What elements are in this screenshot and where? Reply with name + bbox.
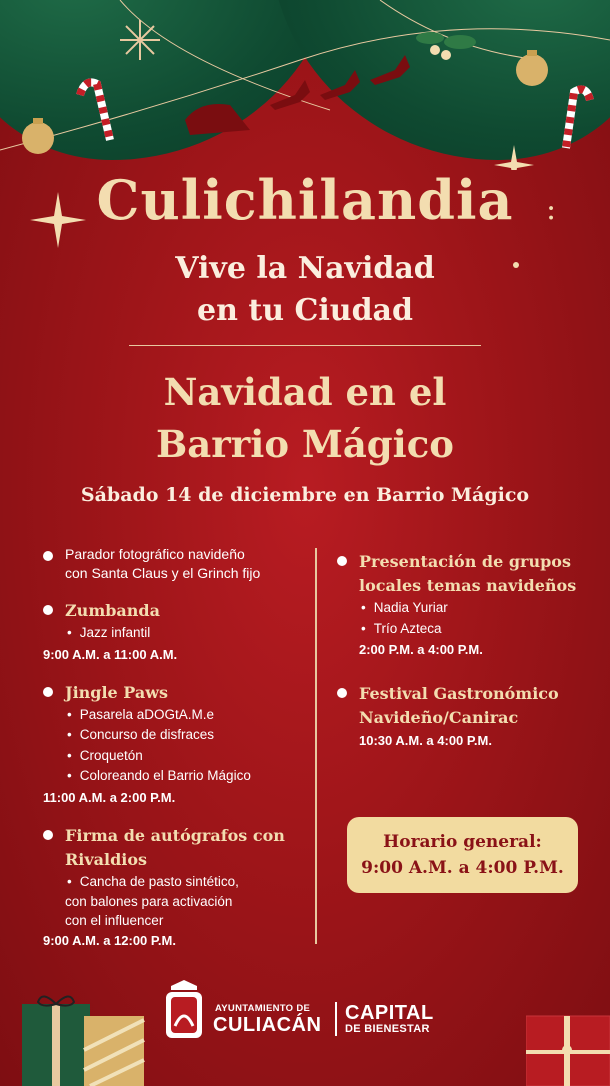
jingle-item: • Concurso de disfraces <box>65 725 311 746</box>
schedule-label: Horario general: <box>383 832 542 852</box>
presentacion-title-line-2: locales temas navideños <box>359 576 577 595</box>
list-item-parador <box>43 545 311 583</box>
footer-logo <box>163 980 463 1042</box>
ornament-left-icon <box>22 118 54 154</box>
presentacion-item: • Nadia Yuriar <box>359 598 597 619</box>
general-schedule-box <box>347 817 578 893</box>
christmas-decorations <box>0 0 610 170</box>
list-item-festival <box>337 682 597 751</box>
list-item-firma <box>43 824 311 952</box>
ayuntamiento-label: AYUNTAMIENTO DE <box>215 1003 311 1014</box>
presentacion-item: • Trío Azteca <box>359 619 597 640</box>
gift-boxes-icon <box>0 990 150 1086</box>
festival-title-line-1: Festival Gastronómico <box>359 684 559 703</box>
logo-separator <box>335 1002 337 1036</box>
bullet-icon <box>43 605 53 615</box>
jingle-time: 11:00 A.M. a 2:00 P.M. <box>43 789 176 805</box>
festival-title-line-2: Navideño/Canirac <box>359 708 519 727</box>
culiacan-seal-icon <box>163 980 205 1042</box>
sleigh-reindeer-icon <box>185 55 410 135</box>
list-item-presentacion <box>337 550 597 660</box>
event-heading-line-2: Barrio Mágico <box>156 422 454 466</box>
culiacan-label: CULIACÁN <box>213 1014 322 1036</box>
divider <box>129 345 481 346</box>
festival-time: 10:30 A.M. a 4:00 P.M. <box>359 733 492 748</box>
title-colon: : <box>546 192 557 227</box>
candy-cane-right-icon <box>566 89 590 148</box>
firma-time: 9:00 A.M. a 12:00 P.M. <box>43 933 176 948</box>
zumbanda-title: Zumbanda <box>65 601 160 620</box>
parador-line-1: Parador fotográfico navideño <box>65 546 245 562</box>
column-divider <box>315 548 317 944</box>
event-heading-line-1: Navidad en el <box>163 370 447 414</box>
firma-title-line-2: Rivaldios <box>65 849 148 869</box>
gift-box-right-icon <box>526 1012 610 1086</box>
ornament-right-icon <box>516 50 548 86</box>
event-dateline: Sábado 14 de diciembre en Barrio Mágico <box>80 484 530 506</box>
bullet-icon <box>43 551 53 561</box>
presentacion-title-line-1: Presentación de grupos <box>359 552 571 571</box>
left-column <box>43 545 311 967</box>
capital-label: CAPITAL <box>345 1002 434 1024</box>
presentacion-time: 2:00 P.M. a 4:00 P.M. <box>359 642 483 657</box>
zumbanda-time: 9:00 A.M. a 11:00 A.M. <box>43 646 178 662</box>
bullet-icon <box>43 687 53 697</box>
sparkle-icon <box>494 145 534 170</box>
schedule-hours: 9:00 A.M. a 4:00 P.M. <box>361 858 564 878</box>
event-heading <box>0 366 610 470</box>
firma-item-line-2: con balones para activación <box>65 894 233 909</box>
main-title: Culichilandia <box>96 168 514 232</box>
subtitle-line-1: Vive la Navidad <box>175 251 435 286</box>
jingle-item: • Coloreando el Barrio Mágico <box>65 766 311 787</box>
firma-title-line-1: Firma de autógrafos con <box>65 825 285 845</box>
firma-item-line-1: • Cancha de pasto sintético, <box>65 872 311 893</box>
parador-line-2: con Santa Claus y el Grinch fijo <box>65 565 261 581</box>
jingle-item: • Pasarela aDOGtA.M.e <box>65 705 311 726</box>
jingle-item: • Croquetón <box>65 746 311 767</box>
snowflake-icon <box>120 20 160 60</box>
bullet-icon <box>43 830 53 840</box>
subtitle <box>0 248 610 332</box>
subtitle-line-2: en tu Ciudad <box>197 293 413 328</box>
bullet-icon <box>337 688 347 698</box>
list-item-jingle-paws <box>43 681 311 808</box>
jingle-title: Jingle Paws <box>65 682 169 702</box>
candy-cane-left-icon <box>80 82 110 140</box>
firma-item-line-3: con el influencer <box>65 913 164 928</box>
list-item-zumbanda <box>43 599 311 665</box>
zumbanda-item: • Jazz infantil <box>65 623 311 644</box>
bullet-icon <box>337 556 347 566</box>
bienestar-label: DE BIENESTAR <box>345 1023 430 1035</box>
right-column <box>337 550 597 767</box>
